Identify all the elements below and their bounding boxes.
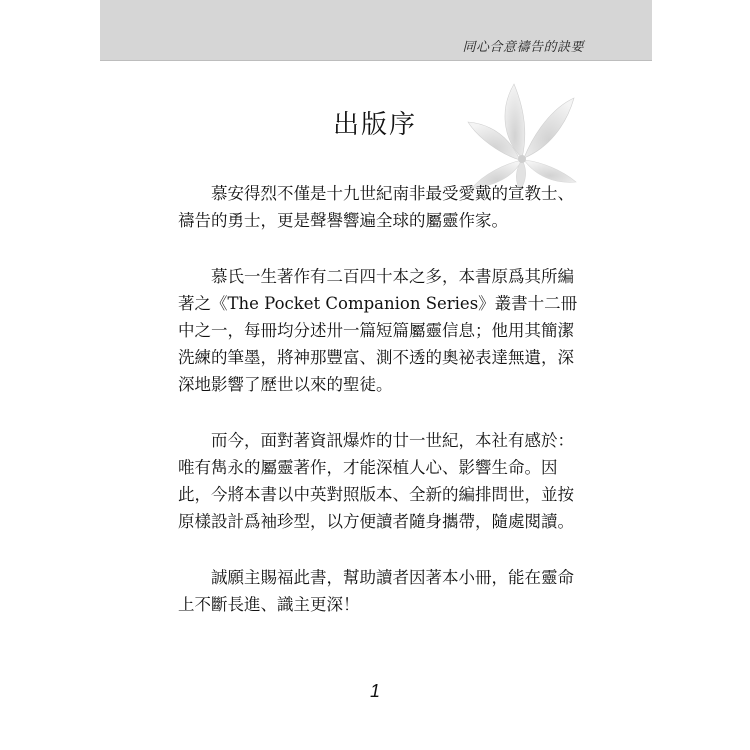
page-title: 出版序 [332,110,417,140]
page-number: 1 [369,681,380,701]
header-band [100,0,652,60]
paragraph: 慕氏一生著作有二百四十本之多，本書原爲其所編著之《The Pocket Companion Series》叢書十二冊中之一，每冊均分述卅一篇短篇屬靈信息；他用其簡潔洗練的筆墨，將神那豐富、測不透的奧祕表達無遺，深深地影響了歷世以來的聖徒。 [178,267,578,394]
running-title: 同心合意禱告的訣要 [462,40,584,55]
paragraph: 誠願主賜福此書，幫助讀者因著本小冊，能在靈命上不斷長進、識主更深！ [178,568,574,614]
paragraph: 而今，面對著資訊爆炸的廿一世紀，本社有感於：唯有雋永的屬靈著作，才能深植人心、影響生命。因此，今將本書以中英對照版本、全新的編排問世，並按原樣設計爲袖珍型，以方便讀者隨身攜帶，隨處閱讀。 [178,431,574,531]
header-divider [100,60,652,61]
paragraph: 慕安得烈不僅是十九世紀南非最受愛戴的宣教士、禱告的勇士，更是聲譽響遍全球的屬靈作家。 [178,184,574,230]
body-text [178,180,578,647]
